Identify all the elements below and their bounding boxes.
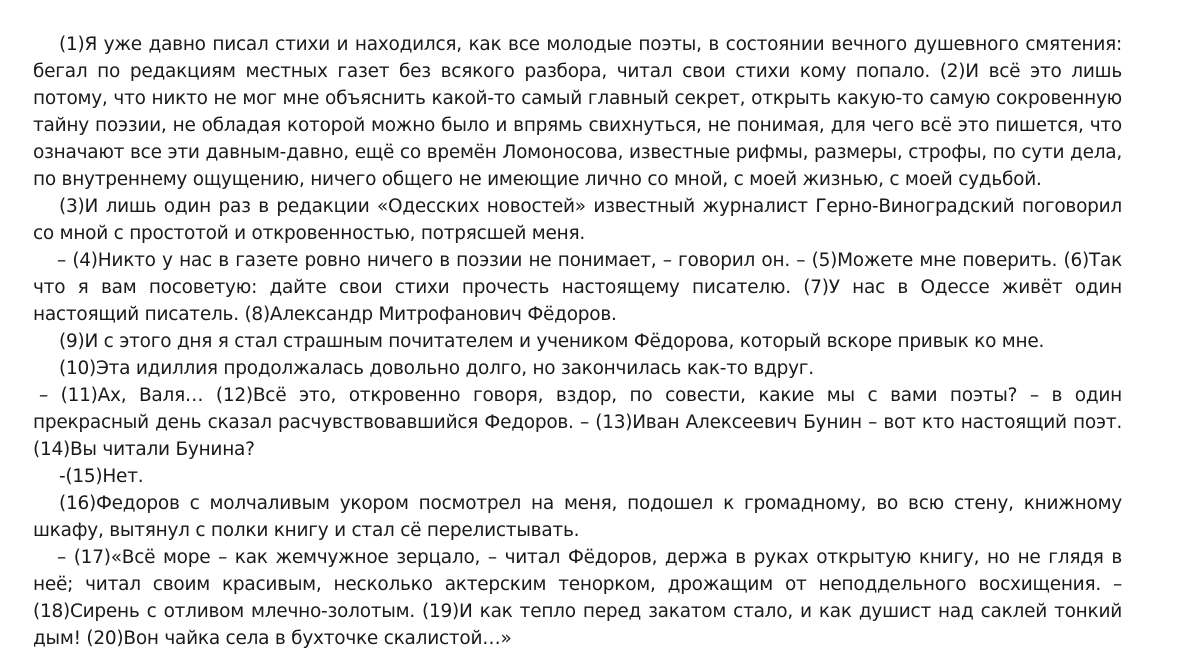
paragraph-5: (10)Эта идиллия продолжалась довольно долго, но закончилась как-то вдруг. <box>59 358 814 379</box>
paragraph-7: -(15)Нет. <box>59 466 144 487</box>
paragraph-9: – (17)«Всё море – как жемчужное зерцало, – читал Фёдоров, держа в руках открытую книгу, но не глядя в неё; читал своим красивым, несколько актерским тенорком, дрожащим от неподдельного восхищения. – (18)Сирень с отливом млечно-золотым. (19)И как тепло перед закатом стало, и как душист над саклей тонкий дым! (20)Вон чайка села в бухточке скалистой…» <box>33 547 1122 649</box>
document-text <box>33 31 1122 652</box>
paragraph-1: (1)Я уже давно писал стихи и находился, как все молодые поэты, в состоянии вечного душевного смятения: бегал по редакциям местных газет без всякого разбора, читал свои стихи кому попало. (2)И всё это лишь потому, что никто не мог мне объяснить какой-то самый главный секрет, открыть какую-то самую сокровенную тайну поэзии, не обладая которой можно было и впрямь свихнуться, не понимая, для чего всё это пишется, что означают все эти давным-давно, ещё со времён Ломоносова, известные рифмы, размеры, строфы, по сути дела, по внутреннему ощущению, ничего общего не имеющие лично со мной, с моей жизнью, с моей судьбой. <box>33 34 1122 190</box>
paragraph-6: – (11)Ах, Валя… (12)Всё это, откровенно говоря, вздор, по совести, какие мы с вами поэты? – в один прекрасный день сказал расчувствовавшийся Федоров. – (13)Иван Алексеевич Бунин – вот кто настоящий поэт. (14)Вы читали Бунина? <box>33 385 1122 460</box>
paragraph-2: (3)И лишь один раз в редакции «Одесских новостей» известный журналист Герно-Виноградский поговорил со мной с простотой и откровенностью, потрясшей меня. <box>33 196 1122 244</box>
paragraph-3: – (4)Никто у нас в газете ровно ничего в поэзии не понимает, – говорил он. – (5)Можете мне поверить. (6)Так что я вам посоветую: дайте свои стихи прочесть настоящему писателю. (7)У нас в Одессе живёт один настоящий писатель. (8)Александр Митрофанович Фёдоров. <box>33 250 1122 325</box>
paragraph-4: (9)И с этого дня я стал страшным почитателем и учеником Фёдорова, который вскоре привык ко мне. <box>59 331 1045 352</box>
paragraph-8: (16)Федоров с молчаливым укором посмотрел на меня, подошел к громадному, во всю стену, книжному шкафу, вытянул с полки книгу и стал сё перелистывать. <box>33 493 1122 541</box>
